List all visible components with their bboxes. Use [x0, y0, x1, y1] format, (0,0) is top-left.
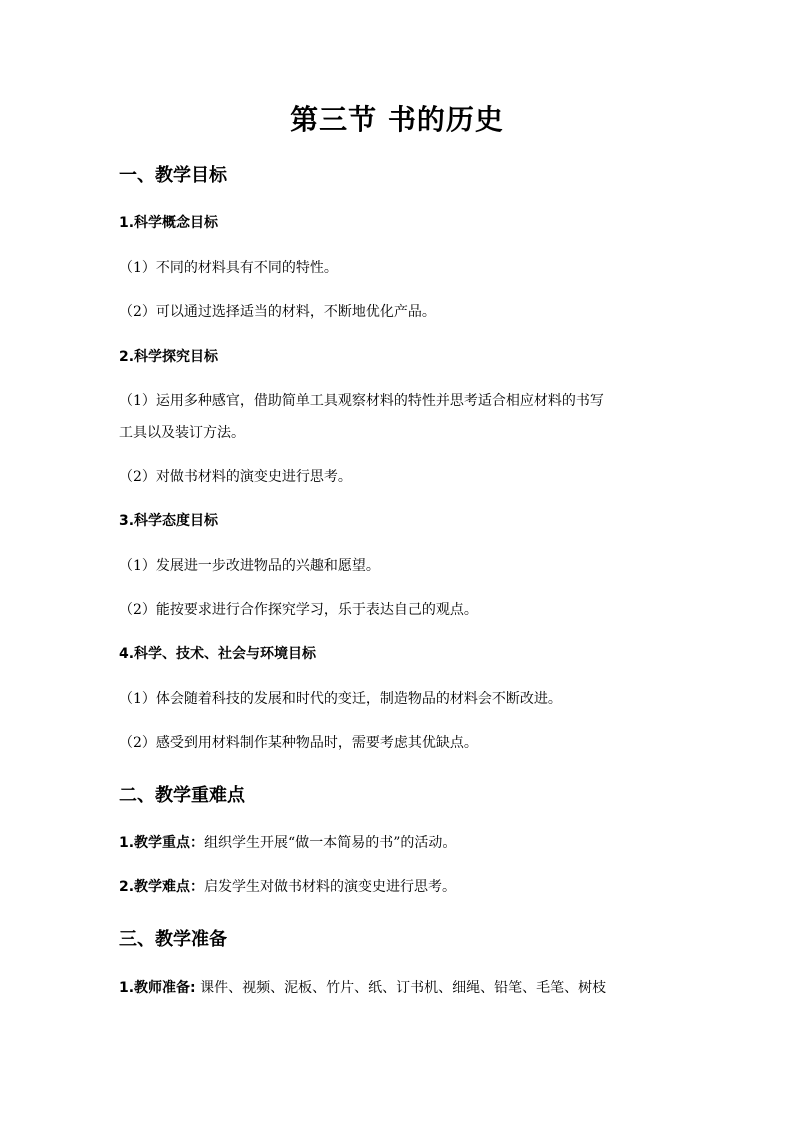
paragraph-key-point [119, 832, 456, 852]
section-heading-objectives: 一、教学目标 [119, 165, 227, 186]
paragraph: （1）发展进一步改进物品的兴趣和愿望。 [119, 558, 380, 574]
section-heading-preparation: 三、教学准备 [119, 929, 227, 950]
subheading-sts: 4.科学、技术、社会与环境目标 [119, 646, 317, 662]
label: 1.教师准备: [119, 980, 196, 996]
page-title: 第三节 书的历史 [290, 103, 504, 136]
subheading-inquiry: 2.科学探究目标 [119, 349, 219, 365]
text: 组织学生开展“做一本简易的书”的活动。 [204, 835, 457, 851]
paragraph: （2）感受到用材料制作某种物品时，需要考虑其优缺点。 [119, 735, 478, 751]
text: 启发学生对做书材料的演变史进行思考。 [204, 879, 457, 895]
paragraph: （2）对做书材料的演变史进行思考。 [119, 469, 352, 485]
paragraph: （1）运用多种感官，借助简单工具观察材料的特性并思考适合相应材料的书写 [119, 393, 604, 409]
section-heading-key-points: 二、教学重难点 [119, 785, 245, 806]
text: 课件、视频、泥板、竹片、纸、订书机、细绳、铅笔、毛笔、树枝 [195, 980, 607, 996]
paragraph: 工具以及装订方法。 [119, 425, 245, 441]
subheading-attitude: 3.科学态度目标 [119, 513, 219, 529]
subheading-concept: 1.科学概念目标 [119, 215, 219, 231]
paragraph-teacher-prep [119, 977, 606, 997]
label: 2.教学难点： [119, 879, 205, 895]
paragraph: （1）体会随着科技的发展和时代的变迁，制造物品的材料会不断改进。 [119, 691, 562, 707]
paragraph: （2）可以通过选择适当的材料，不断地优化产品。 [119, 304, 436, 320]
paragraph: （1）不同的材料具有不同的特性。 [119, 260, 338, 276]
paragraph-difficulty [119, 876, 456, 896]
paragraph: （2）能按要求进行合作探究学习，乐于表达自己的观点。 [119, 602, 478, 618]
label: 1.教学重点： [119, 835, 205, 851]
